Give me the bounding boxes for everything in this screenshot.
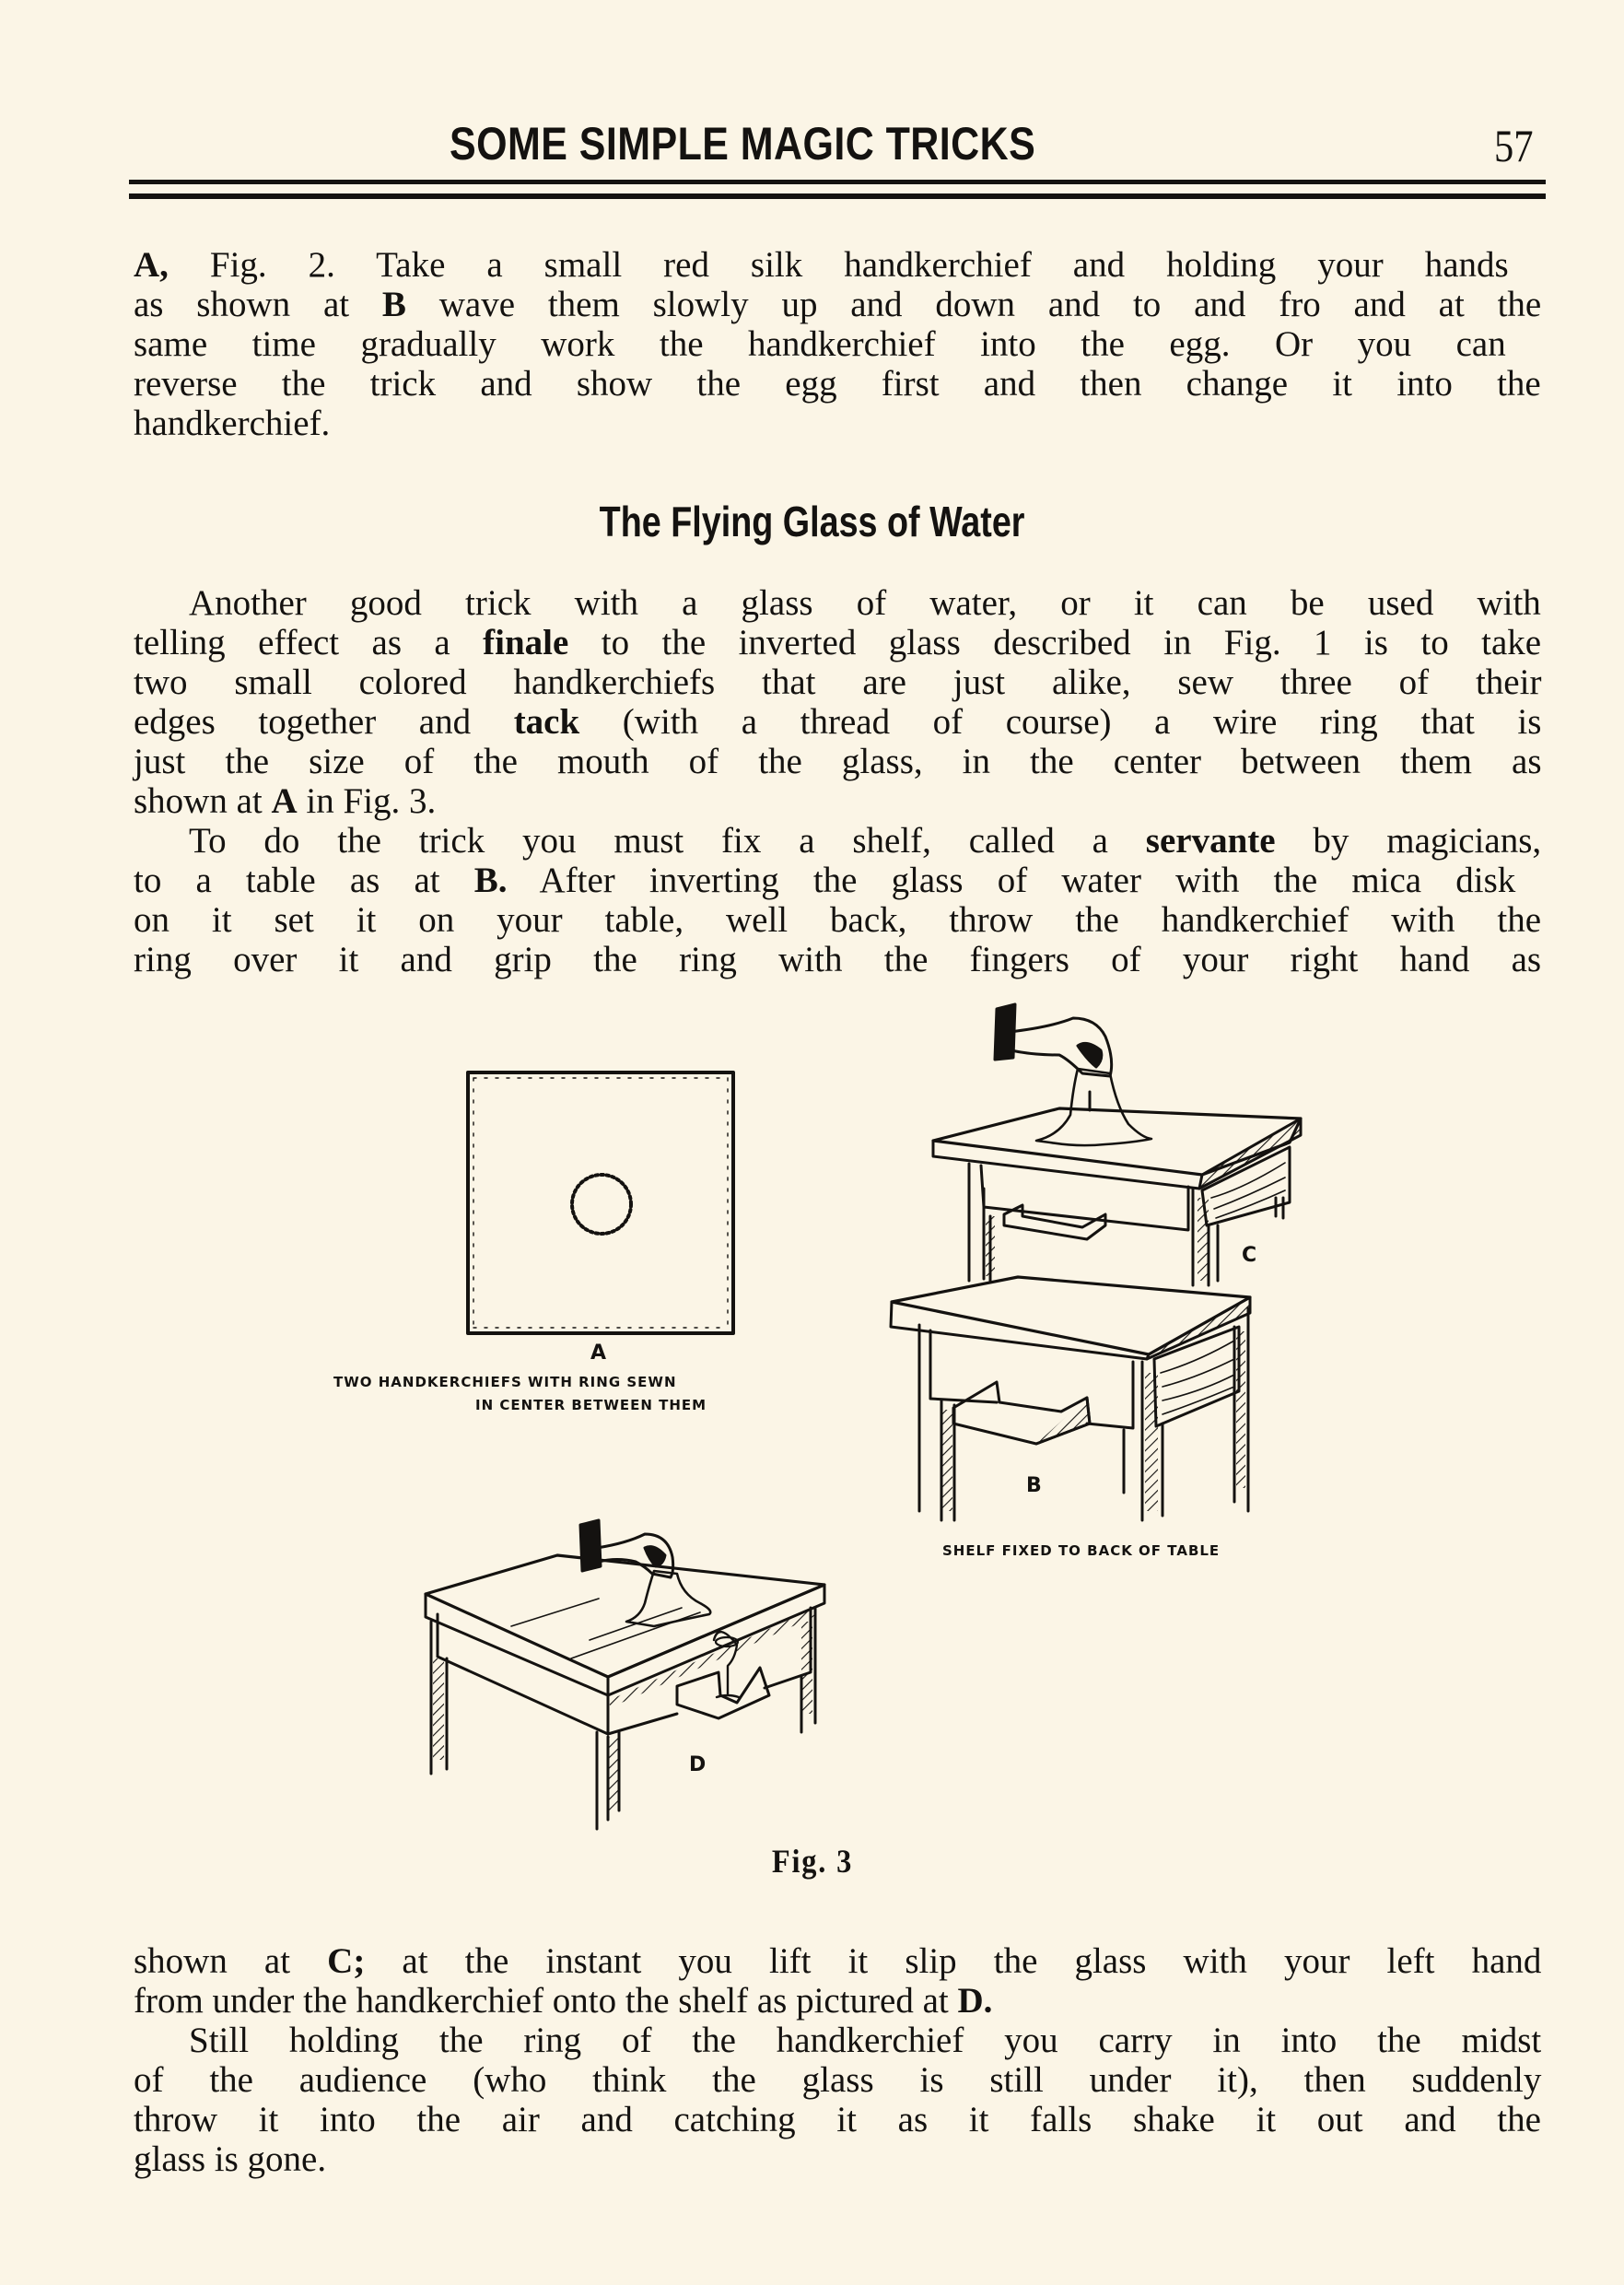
bold-term: servante [1145, 821, 1276, 861]
panel-d-table-drawing [426, 1520, 824, 1829]
paragraph-2-continued [134, 1941, 1541, 2021]
panel-d-letter: D [689, 1753, 707, 1776]
text-line: throw it into the air and catching it as it falls shake it out and the [134, 2100, 1541, 2139]
handkerchief-square [468, 1072, 733, 1333]
bold-ref: B [381, 285, 406, 324]
text-run: from under the handkerchief onto the shelf as pictured at [134, 1981, 958, 2021]
text-run: wave them slowly up and down and to and fro and at the [405, 285, 1542, 324]
text-run: To do the trick you must fix a shelf, called a [189, 821, 1146, 861]
text-run: shown at [134, 781, 272, 821]
panel-a-caption-line-1: TWO HANDKERCHIEFS WITH RING SEWN [333, 1374, 677, 1390]
text-run: as shown at [134, 285, 382, 324]
text-run: in Fig. 3. [297, 781, 437, 821]
text-run: Fig. 2. Take a small red silk handkerchief and holding your hands [168, 245, 1509, 285]
text-line: just the size of the mouth of the glass, in the center between them as [134, 742, 1542, 781]
text-line: ring over it and grip the ring with the fingers of your right hand as [134, 940, 1542, 979]
paragraph-3 [134, 2021, 1541, 2179]
bold-ref: D. [957, 1981, 993, 2021]
panel-b-caption: SHELF FIXED TO BACK OF TABLE [942, 1542, 1221, 1559]
text-line: of the audience (who think the glass is still under it), then suddenly [134, 2060, 1542, 2100]
panel-c-letter: C [1242, 1244, 1257, 1267]
text-run: to a table as at [134, 861, 474, 900]
text-run: to the inverted glass described in Fig. 1 is to take [568, 623, 1542, 662]
text-line: same time gradually work the handkerchief into the egg. Or you can [134, 324, 1506, 364]
panel-a-letter: A [590, 1342, 607, 1365]
text-line: glass is gone. [134, 2139, 327, 2179]
figure-number-text: Fig. 3 [771, 1843, 853, 1880]
seam-stitches [473, 1078, 728, 1328]
text-line: Still holding the ring of the handkerchief you carry in into the midst [189, 2021, 1542, 2060]
text-run: After inverting the glass of water with the mica disk [507, 861, 1516, 900]
bold-ref: C; [327, 1941, 366, 1981]
bold-ref: A [271, 781, 298, 821]
panel-b-table-drawing [891, 1277, 1250, 1520]
text-run: shown at [134, 1941, 328, 1981]
text-line: two small colored handkerchiefs that are just alike, sew three of their [134, 662, 1542, 702]
figure-number [0, 1841, 1624, 1881]
wire-ring [572, 1175, 631, 1234]
text-line: on it set it on your table, well back, throw the handkerchief with the [134, 900, 1542, 940]
text-line [134, 1981, 1541, 2021]
text-run: telling effect as a [134, 623, 484, 662]
text-line [134, 1941, 1541, 1981]
page-number: 57 [1494, 120, 1534, 171]
text-run: at the instant you lift it slip the glass with your left hand [365, 1941, 1542, 1981]
text-line: handkerchief. [134, 404, 331, 443]
bold-term: finale [483, 623, 569, 662]
section-heading-text: The Flying Glass of Water [599, 498, 1025, 545]
text-run: (with a thread of course) a wire ring that is [579, 702, 1542, 742]
panel-a-caption-line-2: IN CENTER BETWEEN THEM [475, 1397, 707, 1413]
text-line: reverse the trick and show the egg first and then change it into the [134, 364, 1541, 404]
text-run: by magicians, [1275, 821, 1542, 861]
running-title: SOME SIMPLE MAGIC TRICKS [450, 118, 1036, 170]
text-line: Another good trick with a glass of water, or it can be used with [189, 583, 1541, 623]
bold-term: tack [513, 702, 580, 742]
text-run: edges together and [134, 702, 514, 742]
bold-ref: A, [134, 245, 169, 285]
bold-ref: B. [473, 861, 508, 900]
panel-a-handkerchief-drawing [468, 1072, 733, 1333]
panel-b-letter: B [1026, 1474, 1042, 1497]
